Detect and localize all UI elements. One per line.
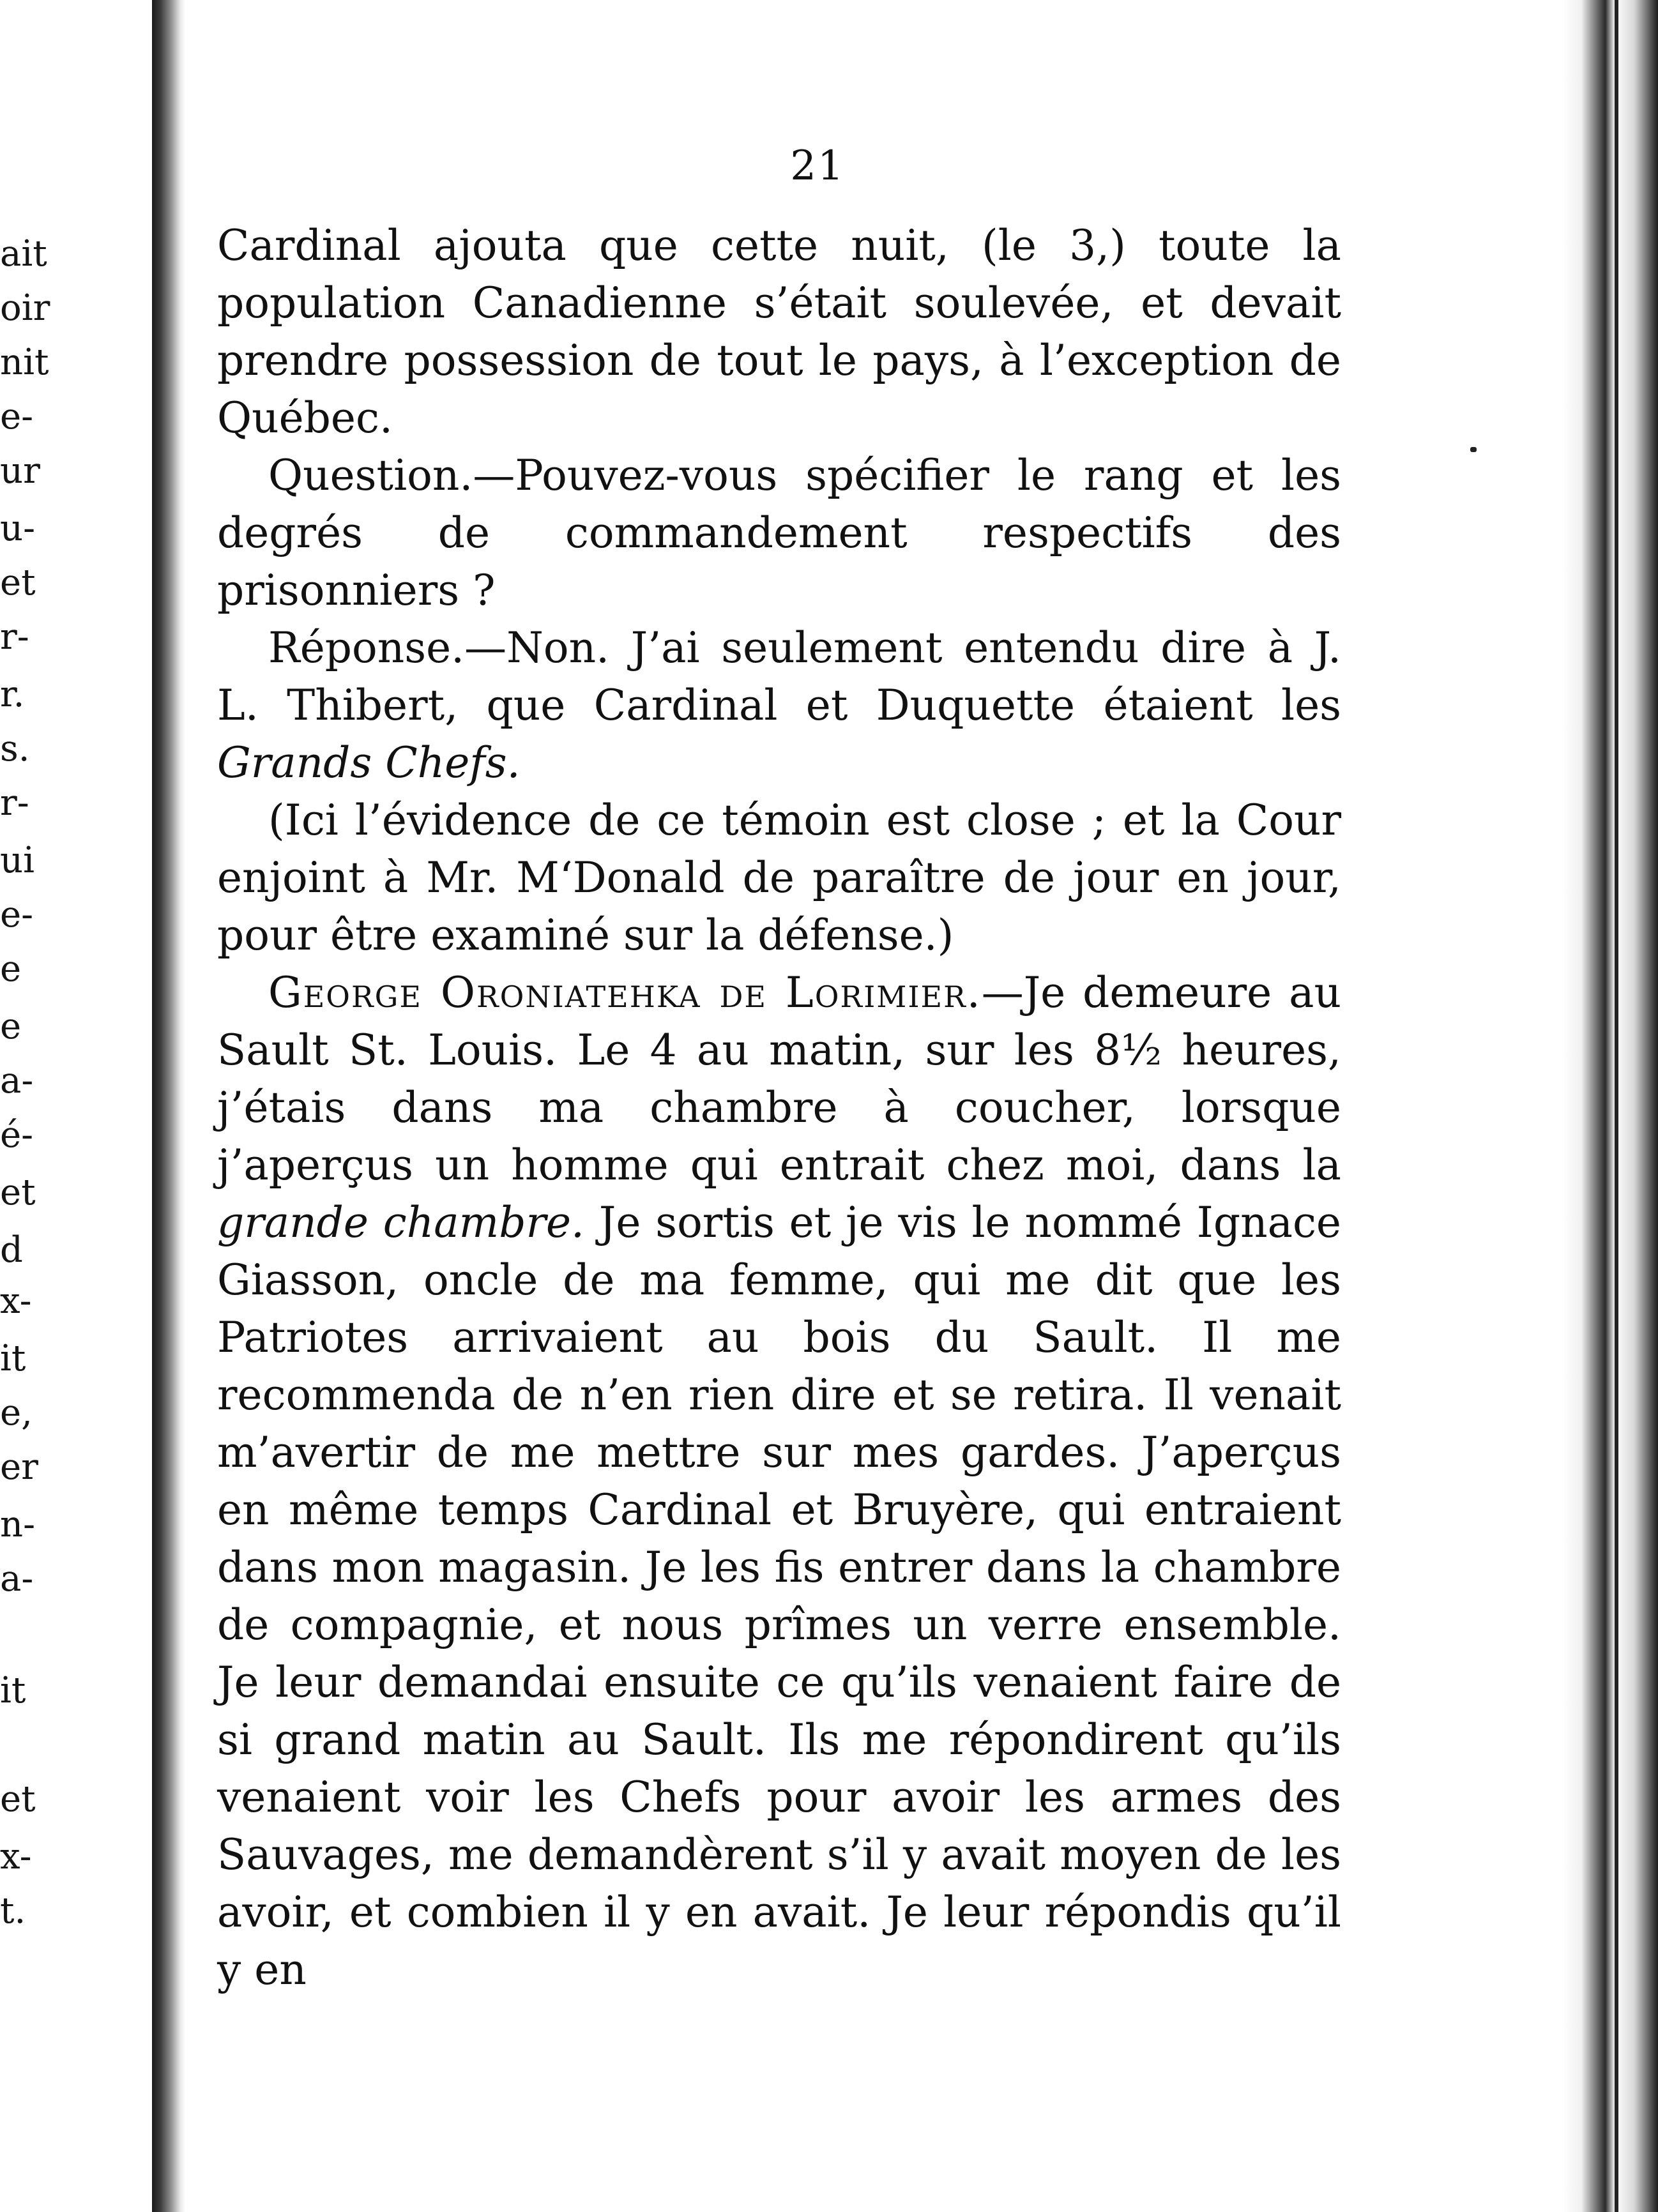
question-text: —Pouvez-vous spécifier le rang et les degrés de commandement respectifs des prisonniers ? (217, 451, 1341, 615)
page-edge-line (1615, 0, 1618, 2212)
margin-fragment: t. (0, 1890, 26, 1932)
margin-fragment: s. (0, 728, 30, 769)
margin-fragment: d (0, 1229, 23, 1271)
page-number: 21 (790, 142, 845, 190)
paragraph-witness-testimony (217, 964, 1341, 1999)
margin-fragment: r. (0, 674, 25, 715)
witness-text-2: Je sortis et je vis le nommé Ignace Giasson, oncle de ma femme, qui me dit que les Patriotes arrivaient au bois du Sault. Il me recommenda de n’en rien dire et se retira. Il venait m’avertir de me mettre sur mes gardes. J’aperçus en même temps Cardinal et Bruyère, qui entraient dans mon magasin. Je les fis entrer dans la chambre de compagnie, et nous prîmes un verre ensemble. Je leur demandai ensuite ce qu’ils venaient faire de si grand matin au Sault. Ils me répondirent qu’ils venaient voir les Chefs pour avoir les armes des Sauvages, me demandèrent s’il y avait moyen de les avoir, et combien il y en avait. Je leur répondis qu’il y en (217, 1198, 1341, 1994)
margin-fragment: ui (0, 840, 34, 881)
previous-page-text-fragments (0, 0, 153, 2212)
margin-fragment: e (0, 1006, 22, 1047)
margin-fragment: u- (0, 508, 35, 549)
margin-fragment: ait (0, 233, 47, 275)
margin-fragment: it (0, 1670, 26, 1711)
witness-text-1: —Je demeure au Sault St. Louis. Le 4 au matin, sur les 8½ heures, j’étais dans ma chambre à coucher, lorsque j’aperçus un homme qui entrait chez moi, dans la (217, 968, 1341, 1190)
margin-fragment: n- (0, 1504, 35, 1545)
witness-italic: grande chambre. (217, 1198, 585, 1247)
paragraph-continuation: Cardinal ajouta que cette nuit, (le 3,) toute la population Canadienne s’était soulevée, et devait prendre possession de tout le pays, à l’exception de Québec. (217, 221, 1341, 443)
margin-fragment: x- (0, 1836, 32, 1877)
margin-fragment: er (0, 1446, 38, 1488)
margin-fragment: é- (0, 1114, 34, 1156)
margin-fragment: e (0, 948, 22, 990)
scan-speck (1470, 447, 1477, 452)
margin-fragment: r- (0, 616, 29, 658)
margin-fragment: ur (0, 450, 40, 492)
margin-fragment: e, (0, 1392, 33, 1434)
margin-fragment: it (0, 1338, 26, 1379)
paragraph-question (217, 447, 1341, 619)
question-label: Question. (268, 451, 473, 500)
margin-fragment: e- (0, 396, 34, 437)
witness-name: George Oroniatehka de Lorimier. (268, 968, 982, 1017)
answer-text: —Non. J’ai seulement entendu dire à J. L. Thibert, que Cardinal et Duquette étaient les (217, 623, 1341, 730)
margin-fragment: et (0, 1172, 36, 1213)
page-edge-right (1562, 0, 1658, 2212)
book-page (217, 140, 1341, 1999)
margin-fragment: et (0, 1778, 36, 1820)
margin-fragment: a- (0, 1558, 34, 1600)
margin-fragment: e- (0, 894, 34, 936)
paragraph-answer (217, 619, 1341, 792)
answer-label: Réponse. (268, 623, 465, 672)
margin-fragment: et (0, 562, 36, 603)
margin-fragment: r- (0, 782, 29, 824)
book-gutter-shadow (152, 0, 185, 2212)
answer-italic: Grands Chefs. (217, 738, 521, 787)
margin-fragment: a- (0, 1060, 34, 1102)
margin-fragment: x- (0, 1280, 32, 1322)
margin-fragment: oir (0, 287, 50, 329)
paragraph-court-note: (Ici l’évidence de ce témoin est close ; et la Cour enjoint à Mr. M‘Donald de paraître de jour en jour, pour être examiné sur la défense.) (217, 796, 1341, 960)
margin-fragment: nit (0, 342, 49, 383)
